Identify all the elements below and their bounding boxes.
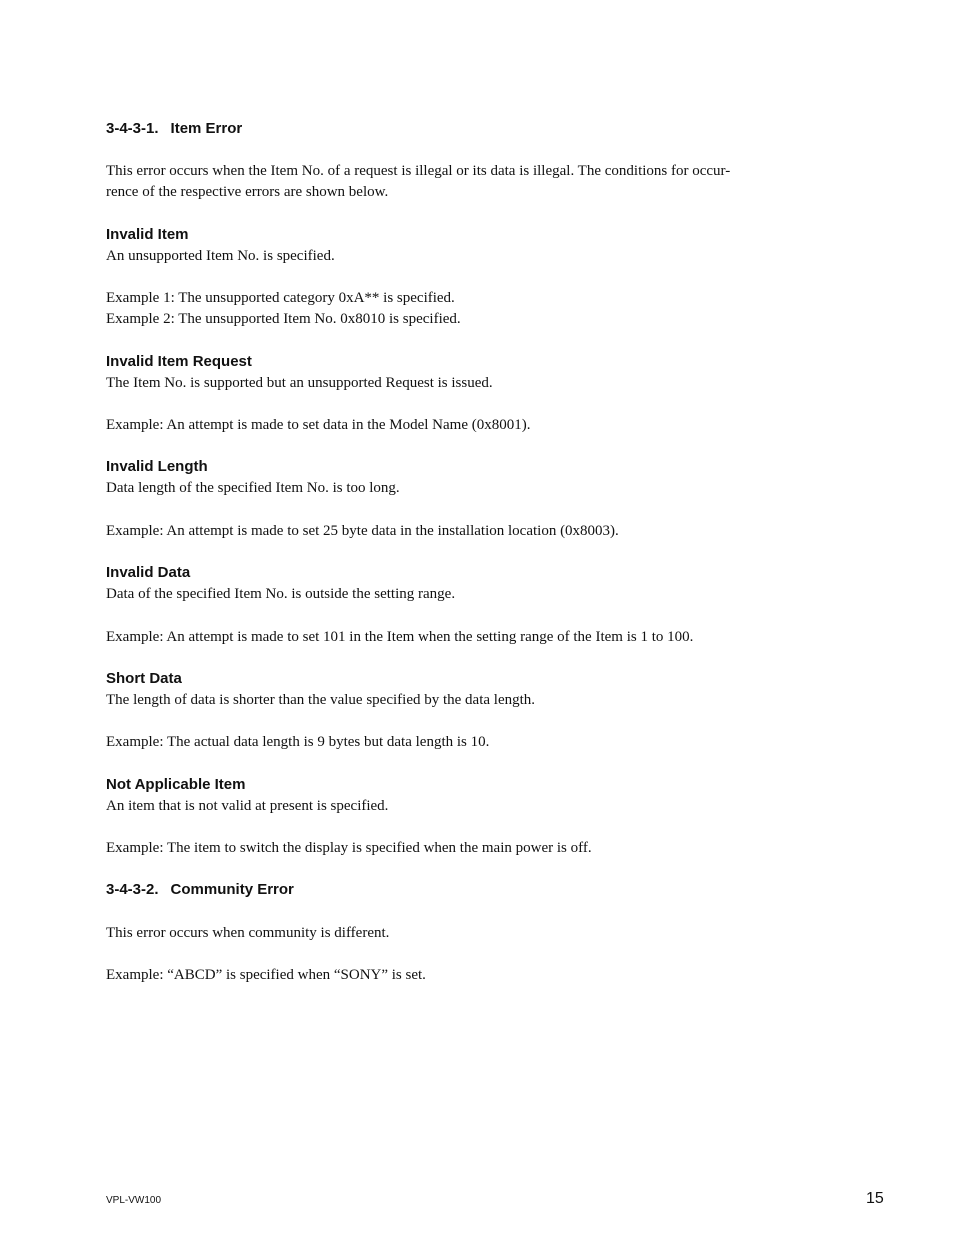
error-heading-short-data: Short Data: [106, 670, 182, 687]
error-description: The length of data is shorter than the value specified by the data length.: [106, 692, 536, 708]
footer-model-name: VPL-VW100: [106, 1195, 162, 1206]
section-example: Example: “ABCD” is specified when “SONY” is set.: [106, 967, 426, 983]
error-heading-invalid-item: Invalid Item: [106, 226, 189, 243]
section-title: Community Error: [170, 881, 294, 898]
error-example: Example: An attempt is made to set 101 in the Item when the setting range of the Item is 1 to 100.: [106, 629, 694, 645]
error-heading-invalid-length: Invalid Length: [106, 458, 208, 475]
error-description: An item that is not valid at present is specified.: [106, 798, 389, 814]
error-example: Example: An attempt is made to set 25 byte data in the installation location (0x8003).: [106, 523, 619, 539]
section-heading-item-error: [106, 120, 242, 138]
error-description: An unsupported Item No. is specified.: [106, 248, 335, 264]
section-title: Item Error: [170, 120, 243, 137]
error-description: Data length of the specified Item No. is too long.: [106, 480, 400, 496]
error-heading-not-applicable-item: Not Applicable Item: [106, 776, 246, 793]
error-example-1: Example 1: The unsupported category 0xA** is specified.: [106, 290, 455, 306]
section-intro-line-2: rence of the respective errors are shown below.: [106, 184, 389, 200]
section-intro-line-1: This error occurs when the Item No. of a request is illegal or its data is illegal. The conditions for occur-: [106, 163, 731, 179]
section-heading-community-error: [106, 881, 294, 899]
error-heading-invalid-item-request: Invalid Item Request: [106, 353, 252, 370]
error-example: Example: The actual data length is 9 bytes but data length is 10.: [106, 734, 490, 750]
error-description: Data of the specified Item No. is outside the setting range.: [106, 586, 456, 602]
error-heading-invalid-data: Invalid Data: [106, 564, 191, 581]
error-example: Example: An attempt is made to set data in the Model Name (0x8001).: [106, 417, 531, 433]
section-number: 3-4-3-1.: [106, 120, 159, 137]
section-description: This error occurs when community is different.: [106, 925, 390, 941]
error-example-2: Example 2: The unsupported Item No. 0x8010 is specified.: [106, 311, 461, 327]
page-number: 15: [866, 1190, 884, 1207]
section-number: 3-4-3-2.: [106, 881, 159, 898]
error-description: The Item No. is supported but an unsupported Request is issued.: [106, 375, 493, 391]
error-example: Example: The item to switch the display is specified when the main power is off.: [106, 840, 592, 856]
